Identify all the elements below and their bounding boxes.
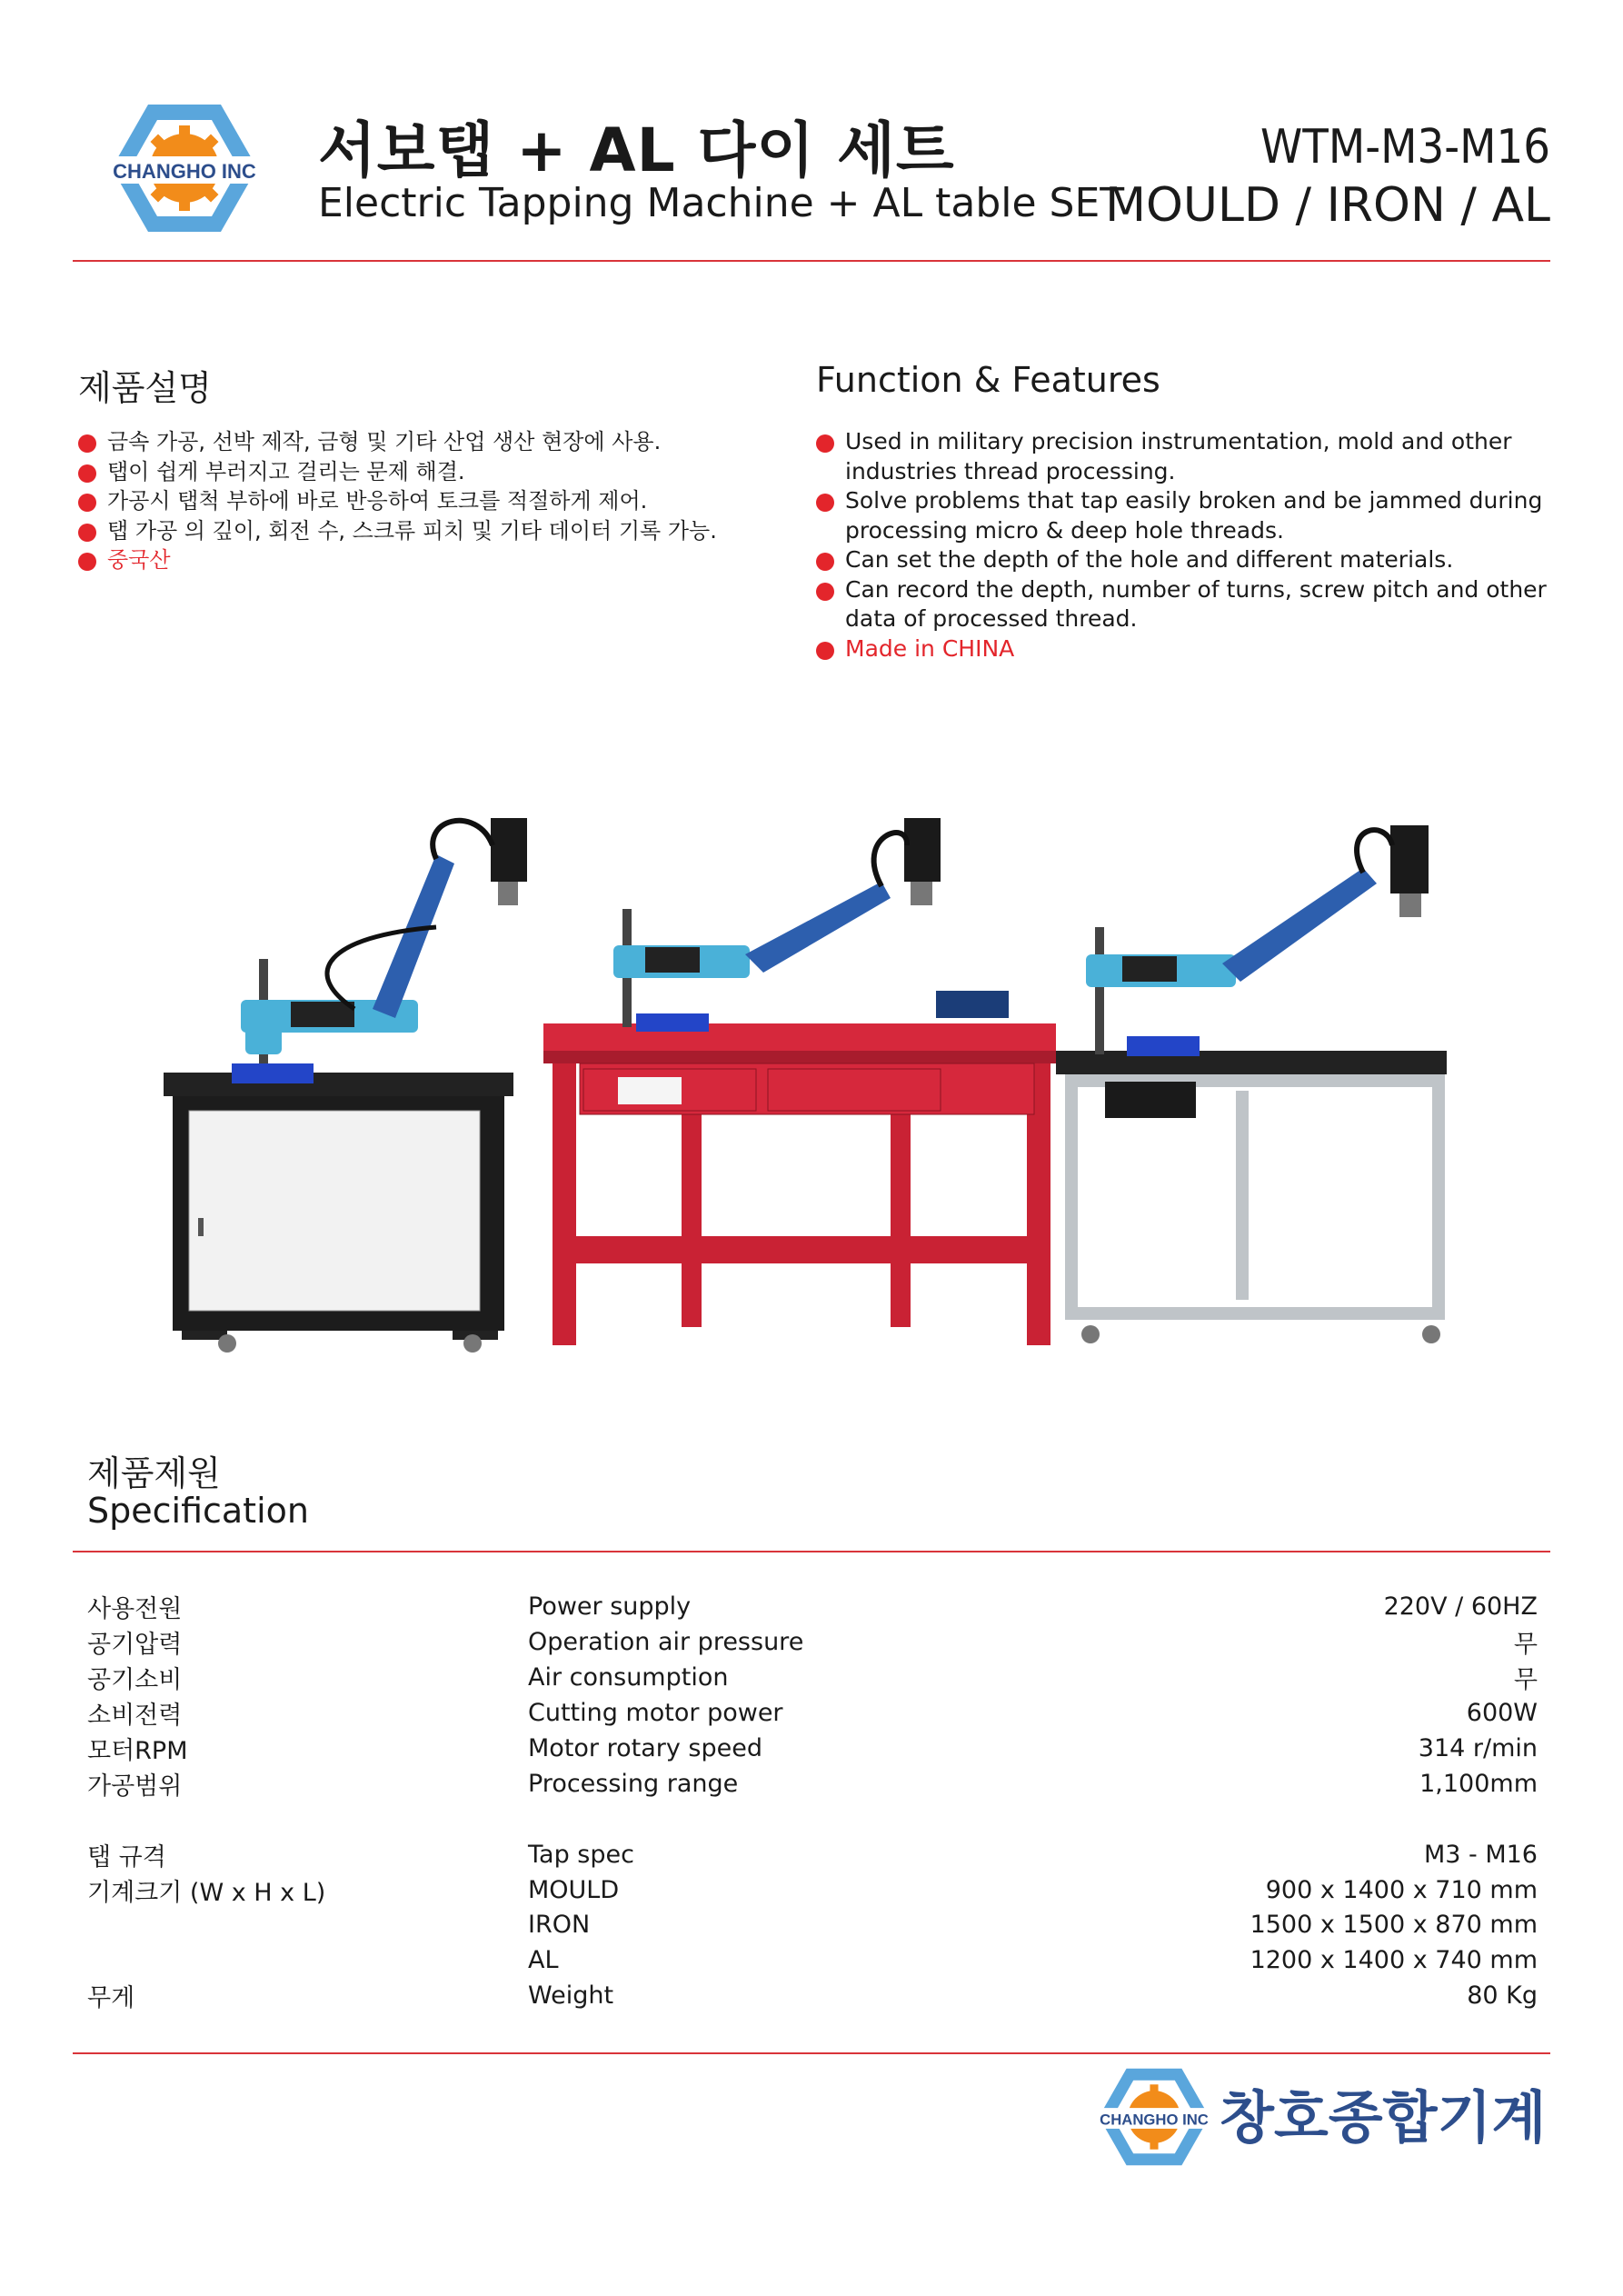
feature-item: 탭 가공 의 깊이, 회전 수, 스크류 피치 및 기타 데이터 기록 가능. xyxy=(78,516,805,546)
feature-list-ko xyxy=(78,427,805,575)
spec-label-ko: 기계크기 (W x H x L) xyxy=(87,1878,326,1907)
spec-value: 무 xyxy=(1513,1631,1538,1659)
spec-value: 220V / 60HZ xyxy=(1383,1592,1538,1621)
spec-value: 80 Kg xyxy=(1467,1981,1538,2010)
spec-label-en: Weight xyxy=(528,1981,614,2010)
spec-value: 900 x 1400 x 710 mm xyxy=(1265,1875,1538,1904)
spec-label-ko: 무게 xyxy=(87,1983,135,2012)
description-heading-en: Function & Features xyxy=(816,360,1160,400)
table-row xyxy=(87,1942,1538,1978)
product-photo xyxy=(164,791,1472,1373)
description-heading-ko: 제품설명 xyxy=(78,368,212,408)
spec-value: 600W xyxy=(1466,1699,1538,1727)
feature-item: 탭이 쉽게 부러지고 걸리는 문제 해결. xyxy=(78,457,805,487)
header-divider xyxy=(73,260,1550,262)
spec-label-ko xyxy=(87,1942,528,1978)
feature-item: Solve problems that tap easily broken and be jammed during processing micro & deep hole threads. xyxy=(816,486,1561,545)
table-row xyxy=(87,1589,1538,1624)
spec-value: M3 - M16 xyxy=(1423,1840,1538,1869)
mould-table-illustration xyxy=(164,818,527,1353)
table-row xyxy=(87,1660,1538,1695)
spec-label-ko: 모터RPM xyxy=(87,1737,188,1765)
spec-label-en: Cutting motor power xyxy=(528,1699,783,1727)
changho-logo xyxy=(107,100,262,236)
spec-label-ko xyxy=(87,1908,528,1943)
feature-item: Used in military precision instrumentation, mold and other industries thread processing. xyxy=(816,427,1561,486)
origin-item: Made in CHINA xyxy=(816,634,1561,664)
spec-label-en: Operation air pressure xyxy=(528,1628,804,1656)
table-row xyxy=(87,1908,1538,1943)
company-name: 창호종합기계 xyxy=(1220,2084,1547,2151)
spec-label-ko: 가공범위 xyxy=(87,1772,183,1801)
table-row xyxy=(87,1978,1538,2013)
model-number: WTM-M3-M16 xyxy=(1260,120,1550,175)
spec-value: 1500 x 1500 x 870 mm xyxy=(1250,1911,1538,1940)
table-row xyxy=(87,1872,1538,1908)
svg-text:CHANGHO INC: CHANGHO INC xyxy=(1100,2111,1209,2129)
spec-label-ko: 공기압력 xyxy=(87,1631,183,1659)
feature-item: 가공시 탭척 부하에 바로 반응하여 토크를 적절하게 제어. xyxy=(78,486,805,516)
spec-table xyxy=(87,1589,1538,2013)
spec-heading-ko: 제품제원 xyxy=(87,1453,221,1493)
title-english: Electric Tapping Machine + AL table SET xyxy=(318,180,1125,226)
feature-list-en xyxy=(816,427,1561,664)
spec-label-en: Air consumption xyxy=(528,1663,729,1692)
origin-item: 중국산 xyxy=(78,545,805,575)
spec-label-ko: 소비전력 xyxy=(87,1702,183,1730)
spec-value: 1200 x 1400 x 740 mm xyxy=(1250,1945,1538,1974)
spec-divider-top xyxy=(73,1551,1550,1552)
spec-label-ko: 탭 규격 xyxy=(87,1842,166,1872)
table-row-spacer xyxy=(87,1802,1538,1837)
table-row xyxy=(87,1766,1538,1802)
feature-item: Can set the depth of the hole and different materials. xyxy=(816,545,1561,575)
spec-value: 무 xyxy=(1513,1666,1538,1694)
feature-item: 금속 가공, 선박 제작, 금형 및 기타 산업 생산 현장에 사용. xyxy=(78,427,805,457)
footer-changho-logo xyxy=(1095,2065,1213,2169)
spec-divider-bottom xyxy=(73,2052,1550,2054)
spec-label-en: IRON xyxy=(528,1911,591,1940)
spec-label-en: Motor rotary speed xyxy=(528,1734,762,1762)
table-row xyxy=(87,1731,1538,1766)
spec-label-en: Tap spec xyxy=(528,1840,634,1869)
spec-value: 1,100mm xyxy=(1419,1770,1538,1798)
spec-label-en: AL xyxy=(528,1945,559,1974)
title-korean: 서보탭 + AL 다이 세트 xyxy=(318,115,955,185)
spec-heading-en: Specification xyxy=(87,1491,309,1531)
table-variants: MOULD / IRON / AL xyxy=(1105,178,1550,233)
spec-label-en: Processing range xyxy=(528,1770,739,1798)
spec-label-en: Power supply xyxy=(528,1592,692,1621)
spec-value: 314 r/min xyxy=(1418,1734,1538,1762)
feature-item: Can record the depth, number of turns, screw pitch and other data of processed thread. xyxy=(816,575,1561,634)
table-row xyxy=(87,1624,1538,1660)
spec-label-en: MOULD xyxy=(528,1875,620,1904)
iron-table-illustration xyxy=(543,818,1056,1345)
table-row xyxy=(87,1695,1538,1731)
spec-label-ko: 사용전원 xyxy=(87,1595,183,1623)
spec-label-ko: 공기소비 xyxy=(87,1666,183,1694)
table-row xyxy=(87,1837,1538,1872)
svg-text:CHANGHO INC: CHANGHO INC xyxy=(113,160,256,183)
al-table-illustration xyxy=(1056,825,1447,1343)
